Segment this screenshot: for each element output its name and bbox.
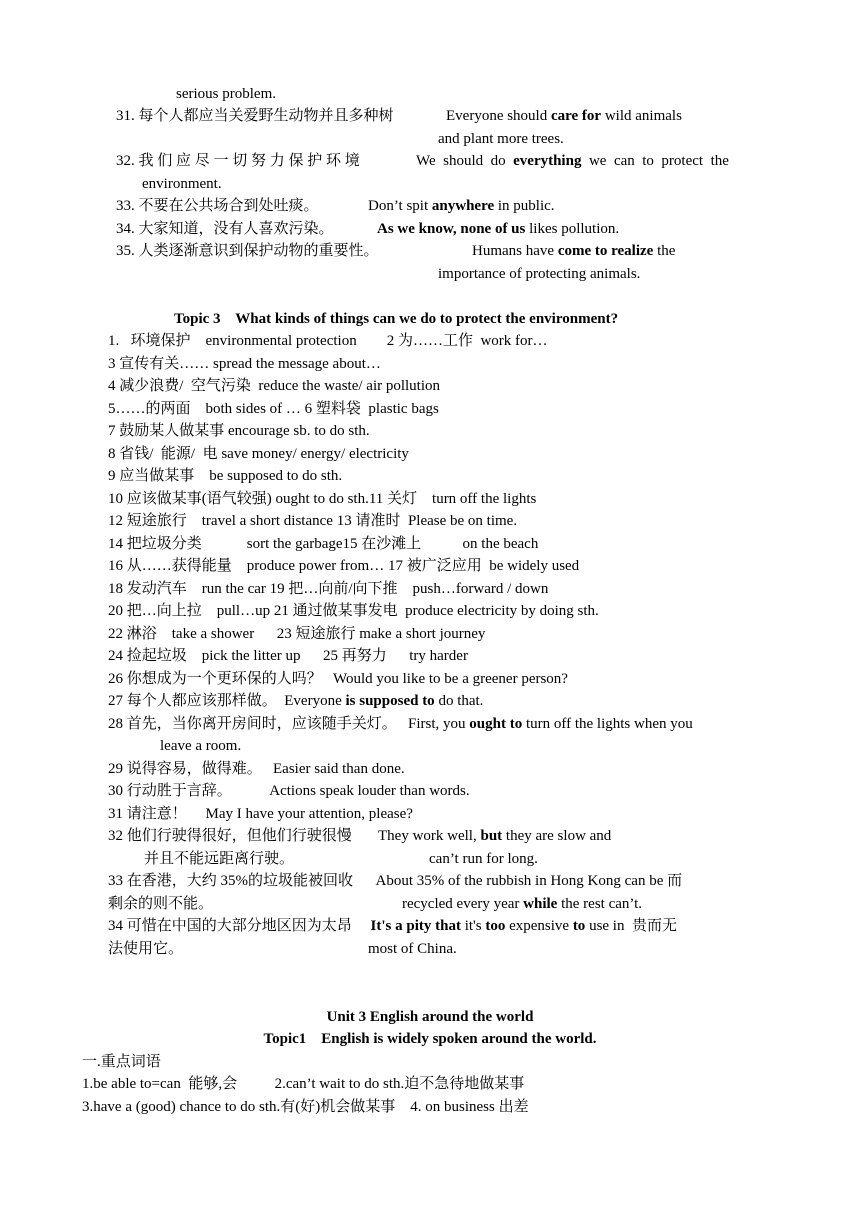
sentence-34-en: As we know, none of us likes pollution.: [377, 221, 620, 237]
sentence-33-zh-cont: 剩余的则不能。: [108, 896, 214, 912]
sentence-34-zh: 34. 大家知道，没有人喜欢污染。: [116, 221, 334, 237]
unit-title: Unit 3 English around the world: [326, 1009, 534, 1025]
sentence-35-zh: 35. 人类逐渐意识到保护动物的重要性。: [116, 243, 379, 259]
phrase-line: 10 应该做某事(语气较强) ought to do sth.11 关灯 turn off the lights: [108, 491, 537, 507]
phrase-line: 20 把…向上拉 pull…up 21 通过做某事发电 produce electricity by doing sth.: [108, 603, 599, 619]
sentence-31-en: Everyone should care for wild animals: [446, 108, 682, 124]
phrase-line: 16 从……获得能量 produce power from… 17 被广泛应用 be widely used: [108, 558, 580, 574]
phrase-line: 24 捡起垃圾 pick the litter up 25 再努力 try harder: [108, 648, 468, 664]
topic-title: Topic1 English is widely spoken around the world.: [263, 1031, 597, 1047]
sentence-32-en-cont: can’t run for long.: [429, 851, 538, 867]
phrase-line: 8 省钱/ 能源/ 电 save money/ energy/ electricity: [108, 446, 409, 462]
sentence-28-cont: leave a room.: [160, 738, 242, 754]
phrase-line: 5……的两面 both sides of … 6 塑料袋 plastic bags: [108, 401, 439, 417]
sentence-32: 32 他们行驶得很好，但他们行驶很慢 They work well, but they are slow and: [108, 828, 612, 844]
sentence-33: 33 在香港，大约 35%的垃圾能被回收 About 35% of the rubbish in Hong Kong can be 而: [108, 873, 683, 889]
phrase-line: 12 短途旅行 travel a short distance 13 请准时 Please be on time.: [108, 513, 518, 529]
phrase-line: 18 发动汽车 run the car 19 把…向前/向下推 push…forward / down: [108, 581, 549, 597]
vocab-line: 3.have a (good) chance to do sth.有(好)机会做某事 4. on business 出差: [82, 1099, 529, 1115]
section-heading: 一.重点词语: [82, 1054, 161, 1070]
sentence-34-en-cont: most of China.: [368, 941, 457, 957]
sentence-34-zh-cont: 法使用它。: [108, 941, 184, 957]
phrase-line: 14 把垃圾分类 sort the garbage15 在沙滩上 on the beach: [108, 536, 539, 552]
phrase-line: 4 减少浪费/ 空气污染 reduce the waste/ air pollution: [108, 378, 441, 394]
sentence-31-en-cont: and plant more trees.: [438, 131, 564, 147]
phrase-line: 3 宣传有关…… spread the message about…: [108, 356, 381, 372]
sentence-33-en-cont: recycled every year while the rest can’t.: [402, 896, 643, 912]
sentence-32-zh: 32. 我 们 应 尽 一 切 努 力 保 护 环 境: [116, 153, 360, 169]
phrase-line: 7 鼓励某人做某事 encourage sb. to do sth.: [108, 423, 370, 439]
text-line: serious problem.: [176, 86, 276, 102]
sentence-32-en-cont: environment.: [142, 176, 222, 192]
phrase-line: 9 应当做某事 be supposed to do sth.: [108, 468, 343, 484]
topic-3-heading: Topic 3 What kinds of things can we do to protect the environment?: [174, 311, 619, 327]
sentence-35-en-cont: importance of protecting animals.: [438, 266, 641, 282]
sentence-32-en: We should do everything we can to protect the: [416, 153, 729, 169]
sentence-34: 34 可惜在中国的大部分地区因为太昂 It's a pity that it's too expensive to use in 贵而无: [108, 918, 677, 934]
sentence-27: 27 每个人都应该那样做。 Everyone is supposed to do that.: [108, 693, 484, 709]
sentence-30: 30 行动胜于言辞。 Actions speak louder than words.: [108, 783, 470, 799]
sentence-28: 28 首先，当你离开房间时，应该随手关灯。 First, you ought to turn off the lights when you: [108, 716, 693, 732]
vocab-line: 1.be able to=can 能够,会 2.can’t wait to do sth.迫不急待地做某事: [82, 1076, 525, 1092]
sentence-32-zh-cont: 并且不能远距离行驶。: [144, 851, 295, 867]
sentence-31: 31 请注意！ May I have your attention, please?: [108, 806, 413, 822]
sentence-29: 29 说得容易，做得难。 Easier said than done.: [108, 761, 405, 777]
phrase-line: 26 你想成为一个更环保的人吗？ Would you like to be a greener person?: [108, 671, 568, 687]
sentence-33-zh: 33. 不要在公共场合到处吐痰。: [116, 198, 319, 214]
sentence-31-zh: 31. 每个人都应当关爱野生动物并且多种树: [116, 108, 394, 124]
sentence-35-en: Humans have come to realize the: [472, 243, 676, 259]
phrase-line: 1. 环境保护 environmental protection 2 为……工作 work for…: [108, 333, 548, 349]
phrase-line: 22 淋浴 take a shower 23 短途旅行 make a short journey: [108, 626, 486, 642]
sentence-33-en: Don’t spit anywhere in public.: [368, 198, 555, 214]
